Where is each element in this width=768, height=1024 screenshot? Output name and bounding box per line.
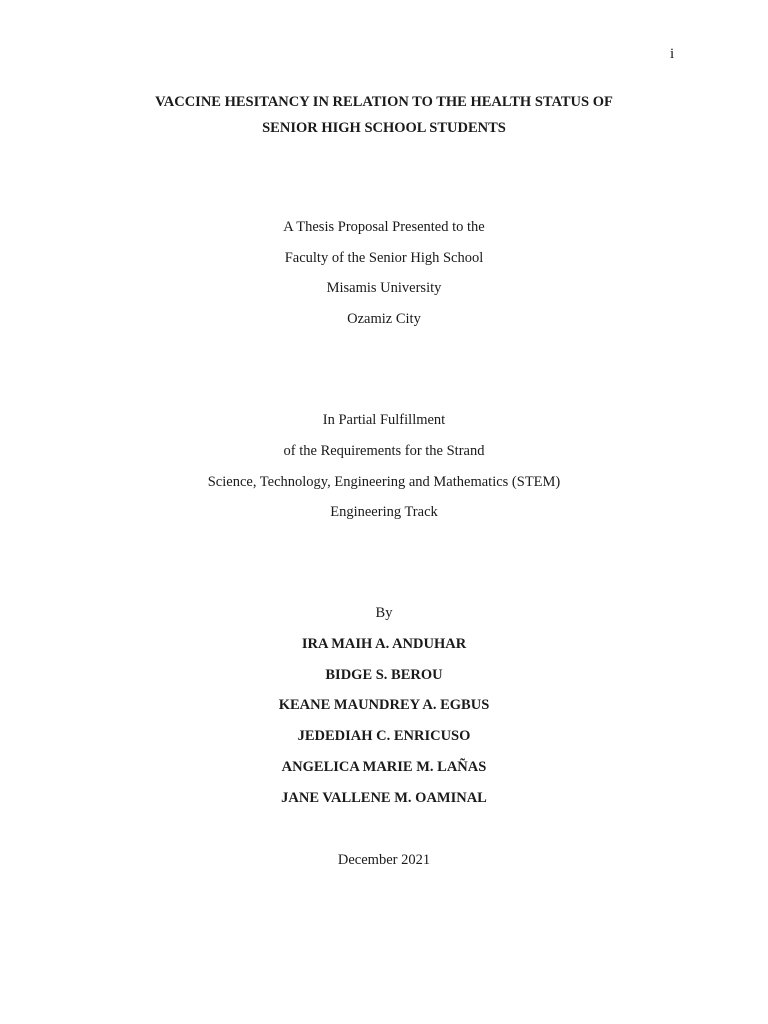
- date: December 2021: [337, 852, 431, 868]
- presented-line-3: Misamis University: [326, 280, 442, 296]
- title-line-1: VACCINE HESITANCY IN RELATION TO THE HEALTH STATUS OF: [155, 94, 613, 110]
- fulfillment-line-1: In Partial Fulfillment: [322, 412, 446, 428]
- fulfillment-line-4: Engineering Track: [330, 504, 438, 520]
- author-3: KEANE MAUNDREY A. EGBUS: [278, 697, 490, 713]
- author-6: JANE VALLENE M. OAMINAL: [281, 790, 487, 806]
- presented-line-2: Faculty of the Senior High School: [284, 250, 484, 266]
- fulfillment-line-3: Science, Technology, Engineering and Mathematics (STEM): [207, 474, 561, 490]
- presented-line-1: A Thesis Proposal Presented to the: [283, 219, 485, 235]
- author-5: ANGELICA MARIE M. LAÑAS: [281, 759, 487, 775]
- page-number: i: [670, 46, 675, 62]
- author-2: BIDGE S. BEROU: [325, 667, 443, 683]
- by-label: By: [375, 605, 393, 621]
- presented-line-4: Ozamiz City: [347, 311, 421, 327]
- author-4: JEDEDIAH C. ENRICUSO: [297, 728, 471, 744]
- title-line-2: SENIOR HIGH SCHOOL STUDENTS: [262, 120, 506, 136]
- author-1: IRA MAIH A. ANDUHAR: [301, 636, 467, 652]
- fulfillment-line-2: of the Requirements for the Strand: [283, 443, 485, 459]
